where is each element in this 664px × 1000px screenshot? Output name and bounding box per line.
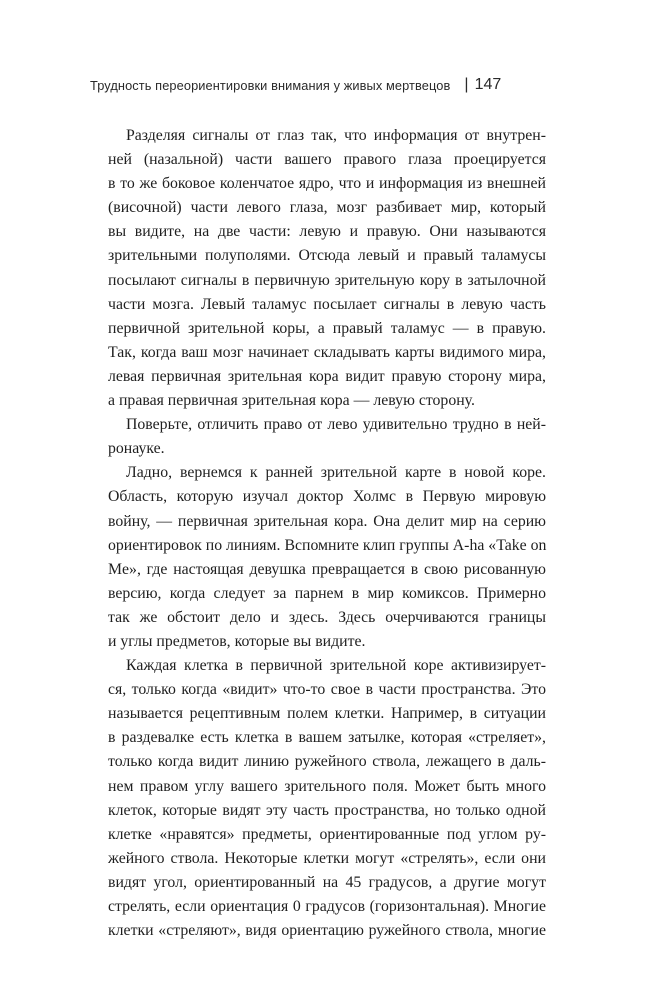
text-line: ронауке. (108, 440, 165, 458)
text-line: только когда видит линию ружейного ствола, лежащего в даль- (108, 753, 546, 771)
text-line: посылают сигналы в первичную зрительную кору в затылочной (108, 271, 546, 289)
text-line: части мозга. Левый таламус посылает сигналы в левую часть (108, 295, 546, 313)
text-line: версию, когда следует за парнем в мир комиксов. Примерно (108, 584, 546, 602)
text-line: видят угол, ориентированный на 45 градусов, а другие могут (108, 873, 546, 891)
text-line: Область, которую изучал доктор Холмс в Первую мировую (108, 488, 546, 506)
text-line: Каждая клетка в первичной зрительной коре активизирует- (126, 657, 546, 675)
text-line: клетки «стреляют», видя ориентацию ружейного ствола, многие (108, 922, 546, 940)
text-line: Me», где настоящая девушка превращается в свою рисованную (108, 560, 546, 578)
text-line: первичной зрительной коры, а правый таламус — в правую. (108, 319, 546, 337)
text-line: в то же боковое коленчатое ядро, что и информация из внешней (108, 175, 546, 193)
text-line: ся, только когда «видит» что-то свое в части пространства. Это (108, 681, 546, 699)
running-title: Трудность переориентировки внимания у живых мертвецов (90, 77, 451, 93)
text-line: вы видите, на две части: левую и правую. Они называются (108, 223, 546, 241)
header-separator: | (464, 76, 469, 93)
text-line: Поверьте, отличить право от лево удивительно трудно в ней- (126, 416, 546, 434)
text-line: и углы предметов, которые вы видите. (108, 632, 366, 650)
text-line: в раздевалке есть клетка в вашем затылке, которая «стреляет», (108, 729, 546, 747)
text-line: клеток, которые видят эту часть пространства, но только одной (108, 801, 546, 819)
text-line: зрительными полуполями. Отсюда левый и правый таламусы (108, 247, 546, 265)
text-line: Ладно, вернемся к ранней зрительной карте в новой коре. (126, 464, 546, 482)
text-line: стрелять, если ориентация 0 градусов (горизонтальная). Многие (108, 898, 546, 915)
text-line: левая первичная зрительная кора видит правую сторону мира, (108, 367, 546, 385)
text-line: войну, — первичная зрительная кора. Она делит мир на серию (108, 512, 546, 530)
text-line: жейного ствола. Некоторые клетки могут «стрелять», если они (108, 849, 546, 867)
running-header (90, 76, 546, 94)
text-line: Разделяя сигналы от глаз так, что информация от внутрен- (126, 127, 546, 144)
page-number: 147 (474, 76, 502, 93)
text-line: так же обстоит дело и здесь. Здесь очерчиваются границы (108, 608, 546, 626)
body-text (108, 124, 546, 943)
text-line: нем правом углу вашего зрительного поля. Может быть много (108, 777, 546, 795)
text-line: ней (назальной) части вашего правого глаза проецируется (108, 151, 546, 169)
text-line: а правая первичная зрительная кора — левую сторону. (108, 392, 475, 410)
text-line: клетке «нравятся» предметы, ориентированные под углом ру- (108, 825, 546, 843)
text-line: называется рецептивным полем клетки. Например, в ситуации (108, 705, 546, 723)
text-line: (височной) части левого глаза, мозг разбивает мир, который (108, 199, 546, 217)
text-line: ориентировок по линиям. Вспомните клип группы A-ha «Take on (108, 536, 547, 554)
text-line: Так, когда ваш мозг начинает складывать карты видимого мира, (108, 343, 546, 361)
